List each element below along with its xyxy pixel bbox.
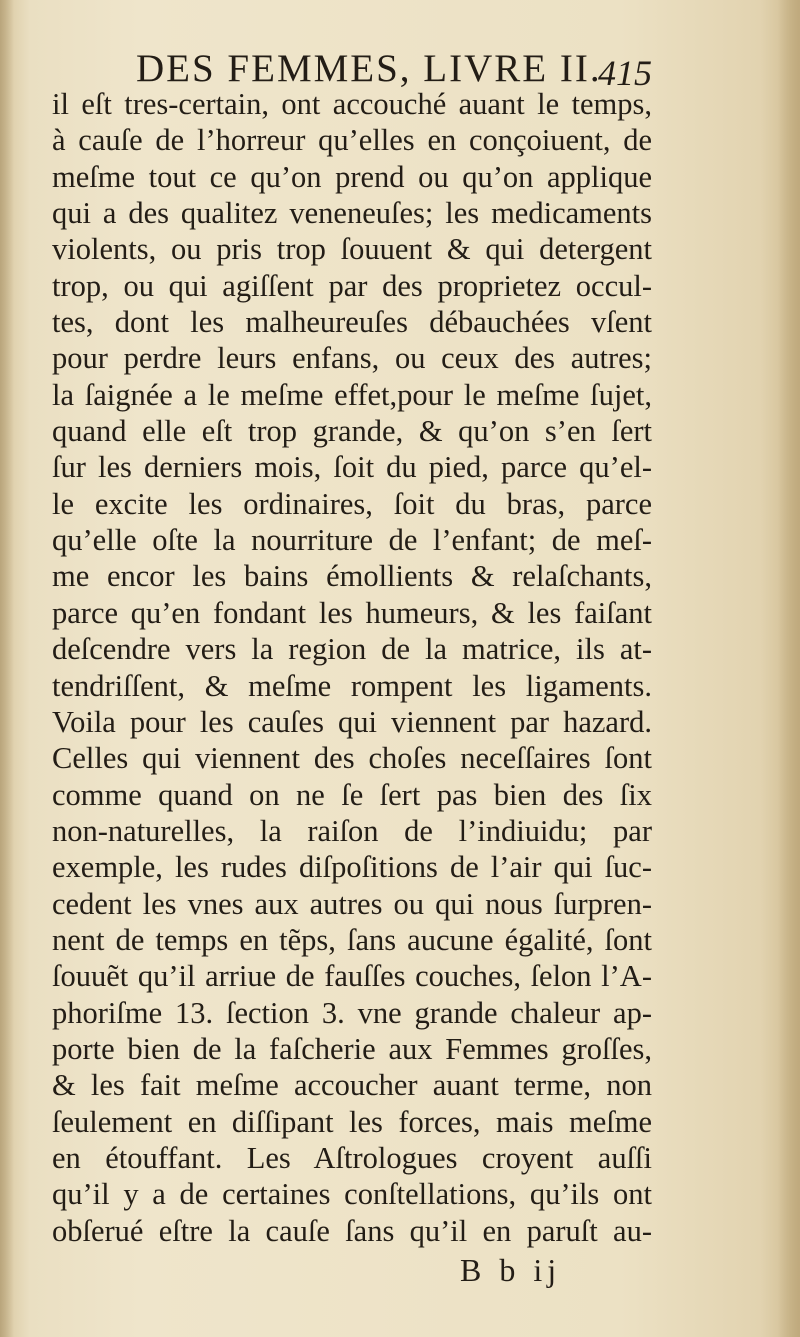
- text-line: qu’il y a de certaines conſtellations, qu’ils ont: [52, 1177, 652, 1212]
- text-line: tendriſſent, & meſme rompent les ligaments.: [52, 668, 652, 703]
- page-number: 415: [598, 53, 652, 93]
- text-line: meſme tout ce qu’on prend ou qu’on applique: [52, 159, 652, 194]
- text-line: qu’elle oſte la nourriture de l’enfant; de meſ-: [52, 523, 652, 558]
- text-line: le excite les ordinaires, ſoit du bras, parce: [52, 486, 652, 521]
- text-line: quand elle eſt trop grande, & qu’on s’en ſert: [52, 414, 652, 449]
- text-line: comme quand on ne ſe ſert pas bien des ſix: [52, 777, 652, 812]
- text-line: exemple, les rudes diſpoſitions de l’air qui ſuc-: [52, 850, 652, 885]
- text-line: & les fait meſme accoucher auant terme, non: [52, 1068, 652, 1103]
- text-line: trop, ou qui agiſſent par des proprietez occul-: [52, 268, 652, 303]
- text-line: tes, dont les malheureuſes débauchées vſent: [52, 305, 652, 340]
- text-line: me encor les bains émollients & relaſchants,: [52, 559, 652, 594]
- text-line: nent de temps en tẽps, ſans aucune égalité, ſont: [52, 922, 652, 957]
- text-line: en étouffant. Les Aſtrologues croyent auſſi: [52, 1140, 652, 1175]
- text-line: obſerué eſtre la cauſe ſans qu’il en paruſt au-: [52, 1213, 652, 1248]
- text-line: violents, ou pris trop ſouuent & qui detergent: [52, 232, 652, 267]
- text-line: ſouuẽt qu’il arriue de fauſſes couches, ſelon l’A-: [52, 959, 652, 994]
- text-line: qui a des qualitez veneneuſes; les medicaments: [52, 196, 652, 231]
- text-line: parce qu’en fondant les humeurs, & les faiſant: [52, 595, 652, 630]
- signature-mark: B b ij: [460, 1252, 562, 1288]
- text-line: cedent les vnes aux autres ou qui nous ſurpren-: [52, 886, 652, 921]
- text-line: Celles qui viennent des choſes neceſſaires ſont: [52, 741, 652, 776]
- text-line: non-naturelles, la raiſon de l’indiuidu; par: [52, 813, 652, 848]
- text-line: phoriſme 13. ſection 3. vne grande chaleur ap-: [52, 995, 652, 1030]
- text-line: deſcendre vers la region de la matrice, ils at-: [52, 632, 652, 667]
- text-line: à cauſe de l’horreur qu’elles en conçoiuent, de: [52, 123, 652, 158]
- running-title: DES FEMMES, LIVRE II.: [136, 47, 602, 90]
- text-line: ſur les derniers mois, ſoit du pied, parce qu’el-: [52, 450, 652, 485]
- text-line: pour perdre leurs enfans, ou ceux des autres;: [52, 341, 652, 376]
- text-line: ſeulement en diſſipant les forces, mais meſme: [52, 1104, 652, 1139]
- text-line: la ſaignée a le meſme effet,pour le meſme ſujet,: [52, 377, 652, 412]
- text-line: Voila pour les cauſes qui viennent par hazard.: [52, 704, 652, 739]
- text-line: porte bien de la faſcherie aux Femmes groſſes,: [52, 1031, 652, 1066]
- text-line: il eſt tres-certain, ont accouché auant le temps,: [52, 87, 652, 121]
- body-text: [52, 86, 652, 1249]
